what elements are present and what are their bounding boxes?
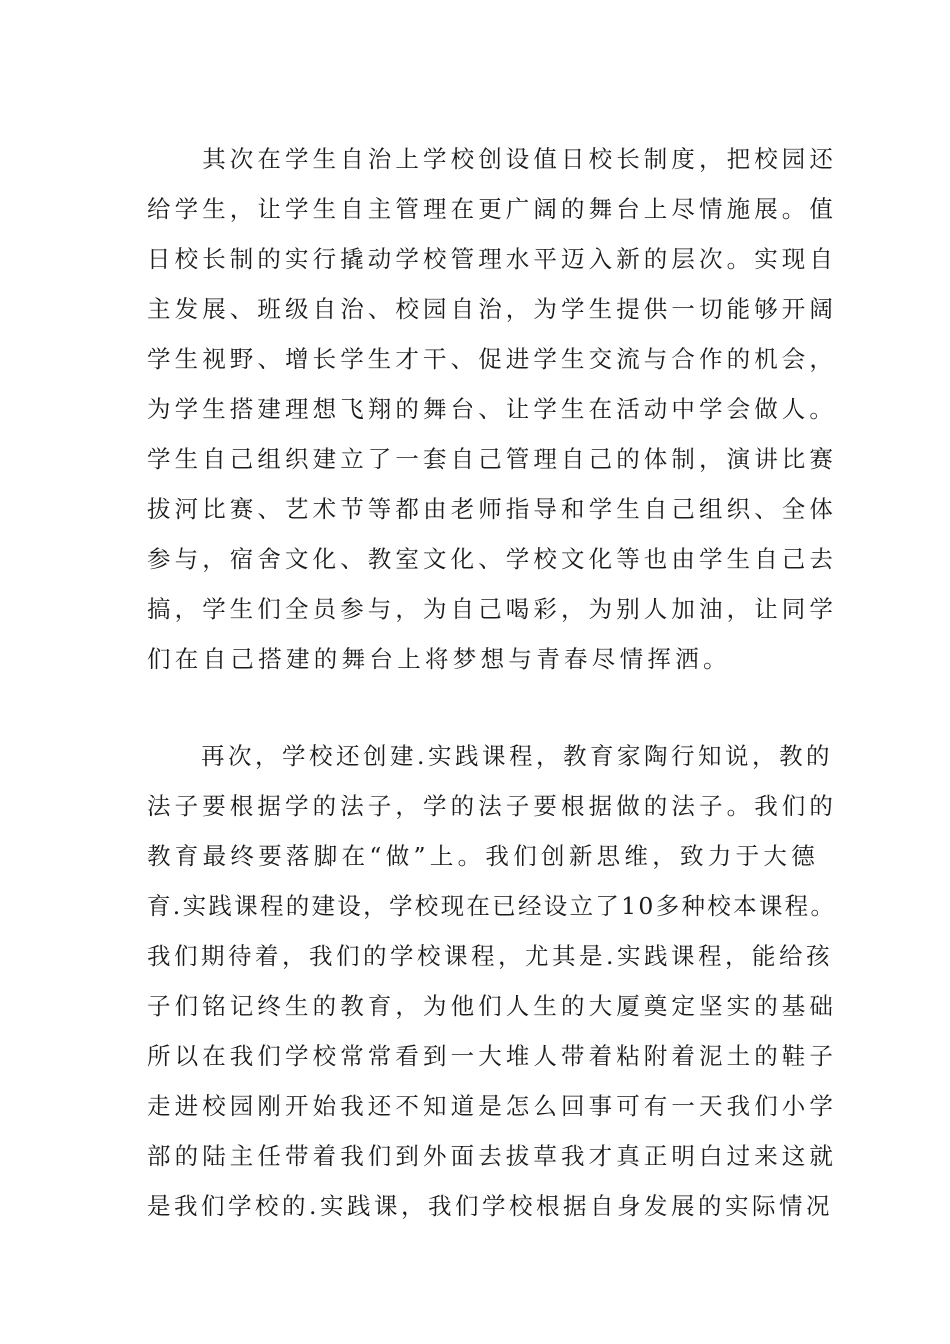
text-line: 参与，宿舍文化、教室文化、学校文化等也由学生自己去	[147, 545, 837, 573]
text-line: 所以在我们学校常常看到一大堆人带着粘附着泥土的鞋子	[147, 1042, 837, 1070]
text-line: 走进校园刚开始我还不知道是怎么回事可有一天我们小学	[147, 1092, 837, 1120]
text-line: 子们铭记终生的教育，为他们人生的大厦奠定坚实的基础	[147, 992, 837, 1020]
text-line: 育.实践课程的建设，学校现在已经设立了10多种校本课程。	[147, 892, 837, 920]
text-line: 拔河比赛、艺术节等都由老师指导和学生自己组织、全体	[147, 495, 837, 523]
text-line: 其次在学生自治上学校创设值日校长制度，把校园还	[147, 145, 837, 173]
text-line: 主发展、班级自治、校园自治，为学生提供一切能够开阔	[147, 295, 837, 323]
text-line: 再次，学校还创建.实践课程，教育家陶行知说，教的	[147, 742, 833, 770]
paragraph-student-self-governance	[147, 134, 837, 684]
text-line: 搞，学生们全员参与，为自己喝彩，为别人加油，让同学	[147, 595, 837, 623]
text-line: 教育最终要落脚在“做”上。我们创新思维，致力于大德	[147, 842, 820, 870]
text-line: 我们期待着，我们的学校课程，尤其是.实践课程，能给孩	[147, 942, 833, 970]
text-line: 部的陆主任带着我们到外面去拔草我才真正明白过来这就	[147, 1142, 837, 1170]
paragraph-practice-curriculum	[147, 731, 837, 1231]
text-line: 给学生，让学生自主管理在更广阔的舞台上尽情施展。值	[147, 195, 837, 223]
text-line: 们在自己搭建的舞台上将梦想与青春尽情挥洒。	[147, 645, 731, 673]
text-line: 学生自己组织建立了一套自己管理自己的体制，演讲比赛	[147, 445, 837, 473]
text-line: 法子要根据学的法子，学的法子要根据做的法子。我们的	[147, 792, 837, 820]
text-line: 日校长制的实行撬动学校管理水平迈入新的层次。实现自	[147, 245, 837, 273]
text-line: 是我们学校的.实践课，我们学校根据自身发展的实际情况	[147, 1192, 833, 1220]
text-line: 为学生搭建理想飞翔的舞台、让学生在活动中学会做人。	[147, 395, 837, 423]
text-line: 学生视野、增长学生才干、促进学生交流与合作的机会，	[147, 345, 837, 373]
